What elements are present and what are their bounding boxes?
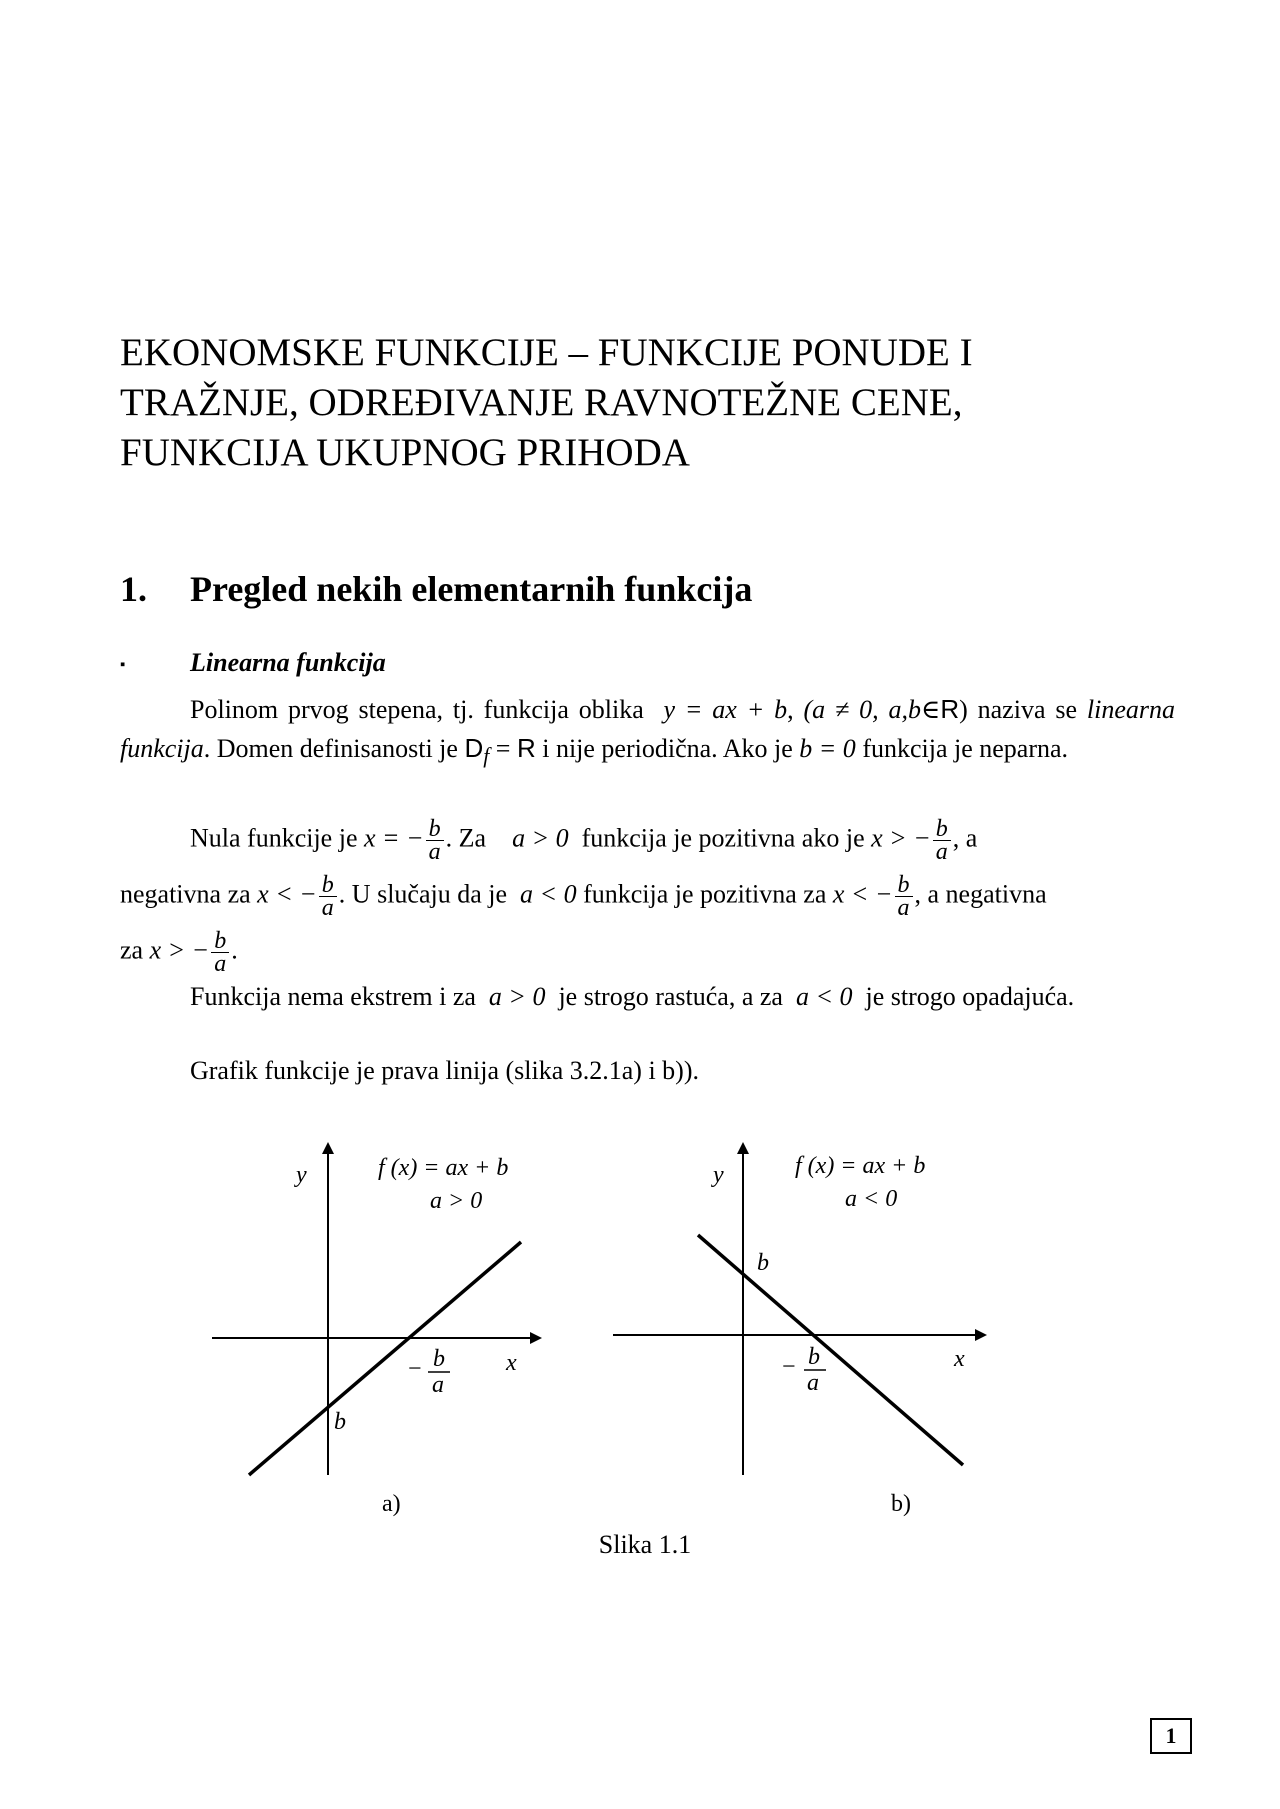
graph-a-formula: f (x) = ax + b [378,1155,509,1181]
graph-a-x-label: x [506,1350,517,1376]
paragraph-zero-line-2: negativna za x < − $\frac{b}{a}$ . U slučaju da je a < 0 funkcija je pozitivna za x < − $\frac{b}{a}$ , a negativna [120,872,1047,921]
paragraph-monotonicity: Funkcija nema ekstrem i za a > 0 je strogo rastuća, a za a < 0 je strogo opadajuća. [190,982,1075,1011]
graph-a-line [249,1242,521,1475]
subsection-heading [120,648,386,678]
figure-svg [0,1130,1280,1570]
graph-b-zero-minus: − [782,1354,796,1380]
title-line-1: EKONOMSKE FUNKCIJE – FUNKCIJE PONUDE I [120,331,973,374]
page-number: 1 [1150,1718,1192,1754]
graph-a-panel-label: a) [382,1491,401,1517]
paragraph-zero-line-1: Nula funkcije je x = − $\frac{b}{a}$ . Za a > 0 funkcija je pozitivna ako je x > − $\frac{b}{a}$ , a [190,816,978,865]
graph-a-intercept-label: b [334,1409,346,1435]
bullet-icon: ▪ [120,656,126,673]
graph-b-y-label: y [713,1162,724,1188]
linear-formula: y = ax + b [663,695,788,724]
graph-b-line [698,1235,963,1465]
section-title: Pregled nekih elementarnih funkcija [190,569,753,609]
graph-a-zero-num: b [433,1346,445,1372]
paragraph-graph: Grafik funkcije je prava linija (slika 3.2.1a) i b)). [190,1056,699,1085]
paragraph-definition: Polinom prvog stepena, tj. funkcija oblika y = ax + b, (a ≠ 0, a,b∈R) naziva se linearna funkcija. Domen definisanosti je $D_f = R$ i nije periodična. Ako je b = 0 funkcija je neparna. [120,694,1175,769]
graph-b-panel-label: b) [891,1491,911,1517]
graph-a-condition: a > 0 [430,1188,483,1214]
graph-b-x-label: x [954,1346,965,1372]
page-title [120,328,1120,478]
graph-b [613,1144,985,1517]
graph-b-intercept-label: b [757,1250,769,1276]
graph-a-y-label: y [296,1162,307,1188]
title-line-2: TRAŽNJE, ODREĐIVANJE RAVNOTEŽNE CENE, [120,381,963,424]
subsection-title: Linearna funkcija [190,648,386,677]
graph-b-zero-num: b [808,1344,820,1370]
term-linearna-funkcija: linearna funkcija [120,695,1175,763]
graph-b-condition: a < 0 [845,1186,898,1212]
graph-b-formula: f (x) = ax + b [795,1153,926,1179]
paragraph-zero-line-3: za x > − $\frac{b}{a}$ . [120,928,238,977]
section-number: 1. [120,569,147,609]
graph-a [212,1144,540,1517]
section-heading [120,568,752,610]
graph-b-zero-den: a [807,1370,819,1396]
graph-a-zero-minus: − [408,1356,422,1382]
figure-linear-graphs [0,1130,1280,1570]
figure-caption: Slika 1.1 [598,1530,692,1559]
graph-a-zero-den: a [432,1372,444,1398]
title-line-3: FUNKCIJA UKUPNOG PRIHODA [120,431,690,474]
